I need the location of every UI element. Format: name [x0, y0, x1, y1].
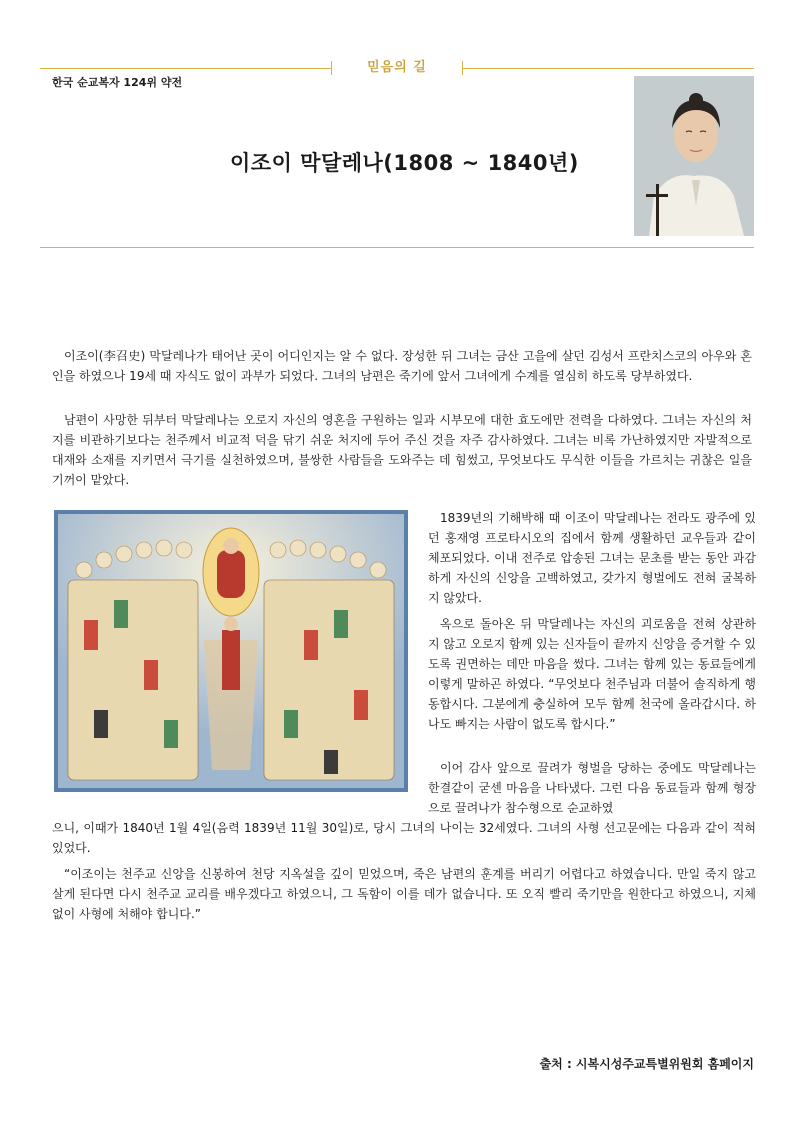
page-title: 이조이 막달레나(1808 ~ 1840년)	[230, 151, 579, 175]
martyrs-group-painting	[54, 510, 408, 792]
source-credit: 출처 : 시복시성주교특별위원회 홈페이지	[539, 1057, 754, 1071]
paragraph-3: 1839년의 기해박해 때 이조이 막달레나는 전라도 광주에 있던 홍재영 프로타시오의 집에서 함께 생활하던 교우들과 같이 체포되었다. 이내 전주로 압송된 그녀는 문초를 받는 동안 과감하게 자신의 신앙을 고백하였고, 갖가지 형벌에도 전혀 굴복하지 않았다.	[428, 511, 756, 605]
paragraph-2: 남편이 사망한 뒤부터 막달레나는 오로지 자신의 영혼을 구원하는 일과 시부모에 대한 효도에만 전력을 다하였다. 그녀는 자신의 처지를 비관하기보다는 천주께서 비교적 덕을 닦기 쉬운 처지에 두어 주신 것을 자주 감사하였다. 그녀는 비록 가난하였지만 자발적으로 대재와 소재를 지키면서 극기를 실천하였으며, 불쌍한 사람들을 도와주는 데 힘썼고, 무엇보다도 무식한 이들을 가르치는 귀찮은 일을 기꺼이 맡았다.	[52, 413, 752, 487]
paragraph-1: 이조이(李召史) 막달레나가 태어난 곳이 어디인지는 알 수 없다. 장성한 뒤 그녀는 금산 고을에 살던 김성서 프란치스코의 아우와 혼인을 하였으나 19세 때 자식도 없이 과부가 되었다. 그녀의 남편은 죽기에 앞서 그녀에게 수계를 열심히 하도록 당부하였다.	[52, 349, 752, 383]
paragraph-5-part-2: 으니, 이때가 1840년 1월 4일(음력 1839년 11월 30일)로, 당시 그녀의 나이는 32세였다. 그녀의 사형 선고문에는 다음과 같이 적혀 있었다.	[52, 821, 756, 855]
paragraph-5-part-1: 이어 감사 앞으로 끌려가 형벌을 당하는 중에도 막달레나는 한결같이 굳센 마음을 나타냈다. 그런 다음 동료들과 함께 형장으로 끌려나가 참수형으로 순교하였	[428, 761, 756, 815]
section-label: 믿음의 길	[367, 60, 427, 75]
title-rule	[40, 247, 754, 248]
paragraph-4: 옥으로 돌아온 뒤 막달레나는 자신의 괴로움을 전혀 상관하지 않고 오로지 함께 있는 신자들이 끝까지 신앙을 증거할 수 있도록 권면하는 데만 마음을 썼다. 그녀는 함께 있는 동료들에게 이렇게 말하곤 하였다. “무엇보다 천주님과 더불어 솔직하게 행동합시다. 그분에게 충실하여 모두 함께 천국에 올라갑시다. 하나도 빠지는 사람이 없도록 합시다.”	[428, 617, 756, 731]
series-label: 한국 순교복자 124위 약전	[52, 76, 183, 89]
portrait-painting	[634, 76, 754, 236]
sentence-quote: “이조이는 천주교 신앙을 신봉하여 천당 지옥설을 깊이 믿었으며, 죽은 남편의 훈계를 버리기 어렵다고 하였습니다. 만일 죽지 않고 살게 된다면 다시 천주교 교리를 배우겠다고 하였으니, 그 독함이 이를 데가 없습니다. 또 오직 빨리 죽기만을 원한다고 하였으니, 지체 없이 사형에 처해야 합니다.”	[52, 867, 756, 921]
